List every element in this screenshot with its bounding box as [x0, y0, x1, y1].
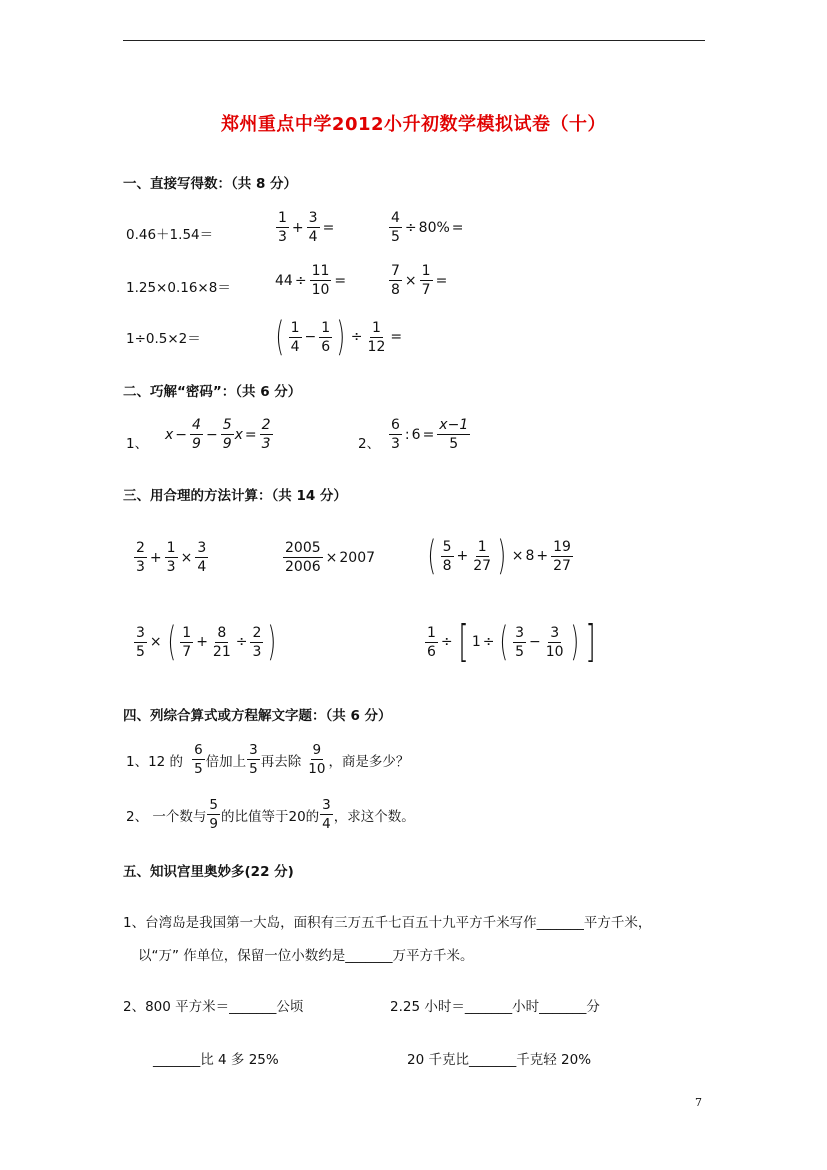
problem-1-5: 44 ÷ $\frac{11}{10}$ =: [275, 263, 347, 298]
section-4-heading: 四、列综合算式或方程解文字题：（共 6 分）: [123, 708, 392, 724]
problem-1-3: $\frac{4}{5}$ ÷ 80% =: [391, 210, 464, 245]
problem-1-1: 0.46＋1.54＝: [126, 227, 214, 243]
problem-3-1: $\frac{2}{3}$ + $\frac{1}{3}$ × $\frac{3}{4}$: [136, 540, 207, 575]
problem-3-3: ( $\frac{5}{8}$ + $\frac{1}{27}$ ) × 8 + $\frac{19}{27}$: [427, 533, 571, 579]
problem-5-2d: 20 千克比_______千克轻 20%: [407, 1052, 592, 1068]
problem-2-1: x − $\frac{4}{9}$ − $\frac{5}{9}$ x = $\frac{2}{3}$: [165, 417, 271, 452]
section-5-heading: 五、知识宫里奥妙多(22 分): [123, 864, 294, 880]
problem-1-4: 1.25×0.16×8＝: [126, 280, 231, 296]
problem-1-6: $\frac{7}{8}$ × $\frac{1}{7}$ =: [391, 263, 448, 298]
problem-5-1-line-2: 以“万” 作单位，保留一位小数约是_______万平方千米。: [138, 948, 474, 964]
problem-3-2: $\frac{2005}{2006}$ × 2007: [285, 540, 376, 575]
problem-5-2c: _______比 4 多 25%: [153, 1052, 279, 1068]
problem-2-1-number: 1、: [126, 436, 149, 452]
problem-2-2-number: 2、: [358, 436, 381, 452]
problem-5-2a: 2、800 平方米＝_______公顷: [123, 999, 304, 1015]
problem-5-2b: 2.25 小时＝_______小时_______分: [390, 999, 600, 1015]
problem-4-1: 1、12 的 $\frac{6}{5}$ 倍加上 $\frac{3}{5}$ 再去除 $\frac{9}{10}$ ，商是多少？: [126, 742, 410, 777]
page-title: 郑州重点中学2012小升初数学模拟试卷（十）: [220, 114, 607, 135]
problem-1-7: 1÷0.5×2＝: [126, 331, 201, 347]
header-rule: [123, 40, 705, 41]
page-number: 7: [695, 1096, 702, 1109]
problem-3-5: $\frac{1}{6}$ ÷ [ 1 ÷ ( $\frac{3}{5}$ − $\frac{3}{10}$ ) ]: [427, 616, 596, 667]
problem-3-4: $\frac{3}{5}$ × ( $\frac{1}{7}$ + $\frac{8}{21}$ ÷ $\frac{2}{3}$ ): [136, 619, 277, 665]
problem-1-2: $\frac{1}{3}$ + $\frac{3}{4}$ =: [278, 210, 335, 245]
problem-2-2: $\frac{6}{3}$ : 6 = $\frac{x-1}{5}$: [391, 417, 469, 452]
problem-4-2: 2、 一个数与 $\frac{5}{9}$ 的比值等于20的 $\frac{3}{4}$ ，求这个数。: [126, 797, 415, 832]
section-2-heading: 二、巧解“密码”：（共 6 分）: [123, 384, 302, 400]
section-3-heading: 三、用合理的方法计算：（共 14 分）: [123, 488, 347, 504]
section-1-heading: 一、直接写得数：（共 8 分）: [123, 176, 298, 192]
problem-1-8: ( $\frac{1}{4}$ − $\frac{1}{6}$ ) ÷ $\frac{1}{12}$ =: [275, 314, 403, 360]
problem-5-1-line-1: 1、台湾岛是我国第一大岛，面积有三万五千七百五十九平方千米写作_______平方千米，: [123, 915, 652, 931]
